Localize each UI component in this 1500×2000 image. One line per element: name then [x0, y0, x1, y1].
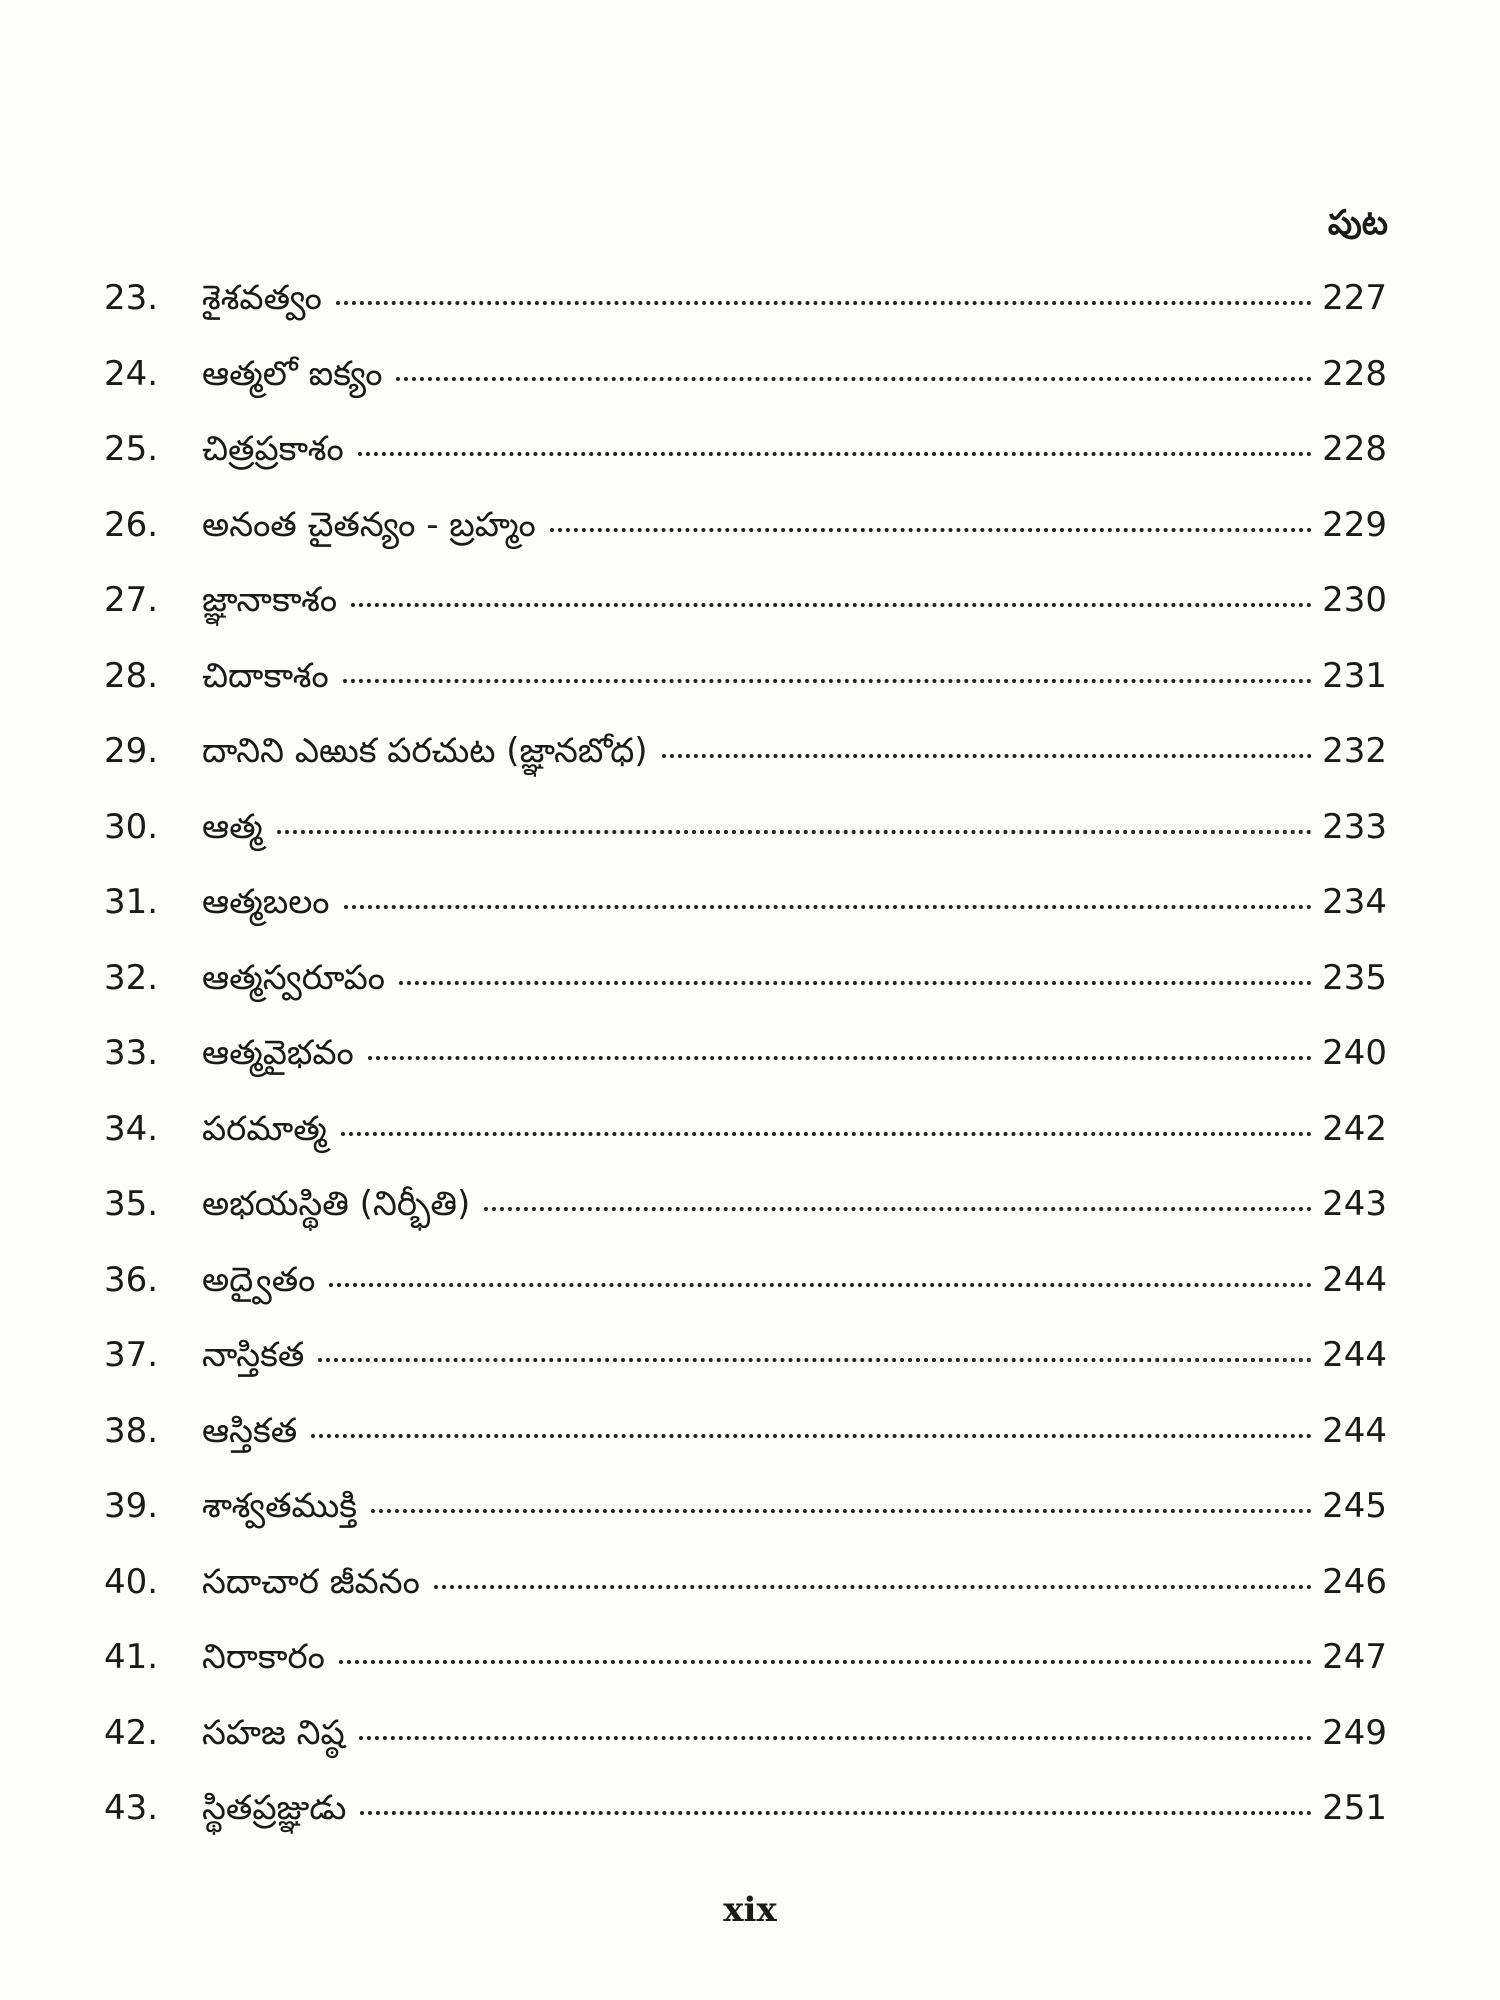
entry-number: 39.	[104, 1486, 159, 1526]
entry-page-number: 242	[1322, 1108, 1387, 1149]
entry-title: దానిని ఎఱుక పరచుట (జ్ఞానబోధ)	[202, 731, 648, 771]
dot-leader	[343, 679, 1312, 683]
entry-title: ఆత్మవైభవం	[202, 1033, 354, 1073]
entry-number: 32.	[104, 957, 159, 998]
toc-entry	[104, 882, 1387, 958]
entry-page-number: 232	[1322, 731, 1387, 771]
entry-title: పరమాత్మ	[202, 1108, 327, 1149]
toc-entry	[104, 580, 1387, 656]
toc-entry	[104, 1788, 1387, 1864]
entry-page-number: 240	[1322, 1033, 1387, 1073]
entry-page-number: 231	[1322, 655, 1387, 696]
entry-number: 41.	[104, 1637, 159, 1677]
toc-entry	[104, 656, 1387, 732]
entry-page-number: 229	[1322, 504, 1387, 545]
toc-entry	[104, 1335, 1387, 1411]
entry-page-number: 251	[1322, 1788, 1387, 1828]
dot-leader	[341, 1132, 1312, 1136]
dot-leader	[344, 905, 1313, 909]
entry-page-number: 244	[1322, 1259, 1387, 1300]
entry-title: ఆస్తికత	[202, 1410, 298, 1451]
entry-title: స్థితప్రజ్ఞుడు	[202, 1788, 347, 1828]
entry-title: సహజ నిష్ఠ	[202, 1712, 345, 1753]
entry-title: ఆత్మలో ఐక్యం	[202, 353, 383, 394]
toc-entry	[104, 1713, 1387, 1789]
entry-number: 25.	[104, 429, 159, 469]
dot-leader	[318, 1358, 1312, 1362]
toc-entry	[104, 1260, 1387, 1336]
entry-page-number: 230	[1322, 580, 1387, 620]
toc-entry	[104, 278, 1387, 354]
entry-number: 26.	[104, 504, 159, 545]
dot-leader	[277, 830, 1312, 834]
entry-page-number: 243	[1322, 1184, 1387, 1224]
entry-number: 38.	[104, 1410, 159, 1451]
dot-leader	[371, 1509, 1312, 1513]
entry-number: 23.	[104, 278, 159, 318]
entry-title: ఆత్మబలం	[202, 882, 330, 922]
entry-number: 29.	[104, 731, 159, 771]
entry-title: అద్వైతం	[202, 1259, 316, 1300]
entry-number: 28.	[104, 655, 159, 696]
dot-leader	[329, 1283, 1312, 1287]
entry-number: 35.	[104, 1184, 159, 1224]
entry-page-number: 234	[1322, 882, 1387, 922]
toc-entry	[104, 1637, 1387, 1713]
entry-title: అనంత చైతన్యం - బ్రహ్మం	[202, 504, 536, 545]
entry-title: నిరాకారం	[202, 1637, 325, 1677]
entry-title: ఆత్మస్వరూపం	[202, 957, 385, 998]
entry-page-number: 228	[1322, 353, 1387, 394]
entry-number: 43.	[104, 1788, 159, 1828]
toc-entry	[104, 807, 1387, 883]
entry-title: నాస్తికత	[202, 1335, 305, 1375]
entry-title: చిత్రప్రకాశం	[202, 429, 344, 469]
entry-page-number: 244	[1322, 1335, 1387, 1375]
entry-page-number: 235	[1322, 957, 1387, 998]
entry-page-number: 228	[1322, 429, 1387, 469]
entry-number: 33.	[104, 1033, 159, 1073]
toc-entry	[104, 731, 1387, 807]
dot-leader	[359, 1736, 1312, 1740]
entry-page-number: 245	[1322, 1486, 1387, 1526]
entry-page-number: 247	[1322, 1637, 1387, 1677]
dot-leader	[311, 1434, 1312, 1438]
entry-page-number: 246	[1322, 1561, 1387, 1602]
entry-title: జ్ఞానాకాశం	[202, 580, 338, 620]
entry-number: 42.	[104, 1712, 159, 1753]
entry-title: చిదాకాశం	[202, 655, 329, 696]
dot-leader	[351, 603, 1312, 607]
entry-number: 36.	[104, 1259, 159, 1300]
entry-title: ఆత్మ	[202, 806, 263, 847]
entry-number: 37.	[104, 1335, 159, 1375]
dot-leader	[434, 1585, 1312, 1589]
dot-leader	[368, 1056, 1312, 1060]
dot-leader	[339, 1660, 1312, 1664]
entry-title: శైశవత్వం	[202, 278, 322, 318]
table-of-contents	[104, 278, 1387, 1864]
dot-leader	[396, 377, 1312, 381]
toc-entry	[104, 1109, 1387, 1185]
dot-leader	[336, 301, 1312, 305]
toc-entry	[104, 429, 1387, 505]
toc-entry	[104, 1486, 1387, 1562]
entry-page-number: 249	[1322, 1712, 1387, 1753]
entry-number: 24.	[104, 353, 159, 394]
entry-title: అభయస్థితి (నిర్భీతి)	[202, 1184, 471, 1224]
dot-leader	[484, 1207, 1312, 1211]
entry-page-number: 227	[1322, 278, 1387, 318]
toc-entry	[104, 1411, 1387, 1487]
dot-leader	[550, 528, 1312, 532]
toc-entry	[104, 1033, 1387, 1109]
dot-leader	[360, 1811, 1312, 1815]
entry-number: 30.	[104, 806, 159, 847]
entry-title: సదాచార జీవనం	[202, 1561, 420, 1602]
toc-entry	[104, 1184, 1387, 1260]
entry-title: శాశ్వతముక్తి	[202, 1486, 358, 1526]
entry-page-number: 244	[1322, 1410, 1387, 1451]
dot-leader	[358, 452, 1312, 456]
entry-number: 40.	[104, 1561, 159, 1602]
toc-entry	[104, 505, 1387, 581]
entry-number: 31.	[104, 882, 159, 922]
entry-number: 34.	[104, 1108, 159, 1149]
entry-number: 27.	[104, 580, 159, 620]
page-column-heading: పుట	[1327, 203, 1388, 243]
entry-page-number: 233	[1322, 806, 1387, 847]
toc-entry	[104, 354, 1387, 430]
toc-entry	[104, 958, 1387, 1034]
toc-entry	[104, 1562, 1387, 1638]
dot-leader	[399, 981, 1312, 985]
page-number: xix	[723, 1890, 777, 1930]
dot-leader	[662, 754, 1313, 758]
